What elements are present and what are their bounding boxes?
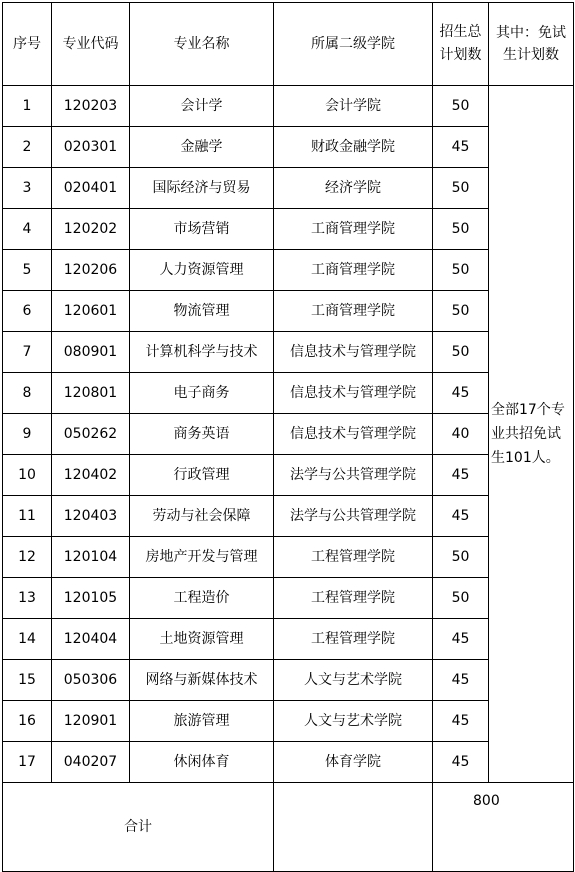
- cell-college: 体育学院: [274, 742, 433, 783]
- cell-quota: 50: [433, 291, 489, 332]
- table-row: [3, 496, 574, 537]
- cell-name: 劳动与社会保障: [130, 496, 274, 537]
- cell-quota: 45: [433, 127, 489, 168]
- cell-name: 商务英语: [130, 414, 274, 455]
- table-row: [3, 414, 574, 455]
- table-row: [3, 373, 574, 414]
- table-row: [3, 332, 574, 373]
- cell-name: 人力资源管理: [130, 250, 274, 291]
- cell-college: 工程管理学院: [274, 619, 433, 660]
- cell-code: 120601: [52, 291, 130, 332]
- cell-quota: 45: [433, 701, 489, 742]
- cell-seq: 5: [3, 250, 52, 291]
- cell-name: 休闲体育: [130, 742, 274, 783]
- cell-code: 120104: [52, 537, 130, 578]
- cell-college: 工商管理学院: [274, 209, 433, 250]
- cell-college: 工商管理学院: [274, 250, 433, 291]
- cell-code: 120901: [52, 701, 130, 742]
- enrollment-plan-table: [2, 2, 574, 872]
- header-seq: 序号: [3, 3, 52, 86]
- cell-quota: 50: [433, 578, 489, 619]
- cell-seq: 15: [3, 660, 52, 701]
- cell-quota: 45: [433, 455, 489, 496]
- cell-name: 物流管理: [130, 291, 274, 332]
- cell-quota: 45: [433, 742, 489, 783]
- cell-code: 120801: [52, 373, 130, 414]
- cell-seq: 6: [3, 291, 52, 332]
- cell-quota: 50: [433, 86, 489, 127]
- cell-college: 人文与艺术学院: [274, 701, 433, 742]
- cell-seq: 8: [3, 373, 52, 414]
- cell-seq: 14: [3, 619, 52, 660]
- cell-college: 信息技术与管理学院: [274, 332, 433, 373]
- cell-code: 120402: [52, 455, 130, 496]
- header-code: 专业代码: [52, 3, 130, 86]
- cell-seq: 9: [3, 414, 52, 455]
- cell-college: 经济学院: [274, 168, 433, 209]
- table-row: [3, 537, 574, 578]
- cell-name: 市场营销: [130, 209, 274, 250]
- cell-code: 120203: [52, 86, 130, 127]
- table-row: [3, 455, 574, 496]
- table-row: [3, 742, 574, 783]
- cell-seq: 11: [3, 496, 52, 537]
- cell-code: 120404: [52, 619, 130, 660]
- cell-college: 工程管理学院: [274, 578, 433, 619]
- cell-college: 财政金融学院: [274, 127, 433, 168]
- cell-seq: 10: [3, 455, 52, 496]
- cell-name: 国际经济与贸易: [130, 168, 274, 209]
- cell-code: 020401: [52, 168, 130, 209]
- cell-code: 120202: [52, 209, 130, 250]
- cell-seq: 4: [3, 209, 52, 250]
- cell-quota: 50: [433, 250, 489, 291]
- table-row: [3, 701, 574, 742]
- total-blank-cell: [274, 783, 433, 872]
- cell-name: 电子商务: [130, 373, 274, 414]
- table-row: [3, 250, 574, 291]
- table-row: [3, 660, 574, 701]
- cell-quota: 50: [433, 537, 489, 578]
- cell-seq: 1: [3, 86, 52, 127]
- cell-college: 法学与公共管理学院: [274, 455, 433, 496]
- table-row: [3, 291, 574, 332]
- cell-code: 120105: [52, 578, 130, 619]
- total-value: 800: [433, 783, 574, 872]
- cell-code: 050306: [52, 660, 130, 701]
- table-row: [3, 127, 574, 168]
- cell-quota: 50: [433, 209, 489, 250]
- cell-quota: 40: [433, 414, 489, 455]
- total-row: [3, 783, 574, 872]
- table-row: [3, 578, 574, 619]
- cell-college: 工商管理学院: [274, 291, 433, 332]
- cell-college: 人文与艺术学院: [274, 660, 433, 701]
- cell-college: 会计学院: [274, 86, 433, 127]
- cell-quota: 45: [433, 496, 489, 537]
- cell-quota: 45: [433, 619, 489, 660]
- cell-name: 旅游管理: [130, 701, 274, 742]
- table-row: [3, 209, 574, 250]
- cell-code: 120403: [52, 496, 130, 537]
- cell-name: 金融学: [130, 127, 274, 168]
- cell-quota: 50: [433, 168, 489, 209]
- cell-seq: 16: [3, 701, 52, 742]
- table-row: [3, 619, 574, 660]
- cell-seq: 7: [3, 332, 52, 373]
- cell-code: 040207: [52, 742, 130, 783]
- cell-college: 工程管理学院: [274, 537, 433, 578]
- cell-name: 房地产开发与管理: [130, 537, 274, 578]
- header-exempt: 其中：免试生计划数: [489, 3, 574, 86]
- cell-code: 020301: [52, 127, 130, 168]
- cell-name: 网络与新媒体技术: [130, 660, 274, 701]
- cell-code: 120206: [52, 250, 130, 291]
- cell-college: 信息技术与管理学院: [274, 414, 433, 455]
- header-college: 所属二级学院: [274, 3, 433, 86]
- total-label: 合计: [3, 783, 274, 872]
- cell-code: 050262: [52, 414, 130, 455]
- cell-seq: 12: [3, 537, 52, 578]
- cell-college: 信息技术与管理学院: [274, 373, 433, 414]
- cell-seq: 2: [3, 127, 52, 168]
- table-row: [3, 168, 574, 209]
- cell-college: 法学与公共管理学院: [274, 496, 433, 537]
- cell-seq: 17: [3, 742, 52, 783]
- header-name: 专业名称: [130, 3, 274, 86]
- cell-name: 会计学: [130, 86, 274, 127]
- cell-name: 行政管理: [130, 455, 274, 496]
- header-row: [3, 3, 574, 86]
- cell-quota: 50: [433, 332, 489, 373]
- cell-name: 工程造价: [130, 578, 274, 619]
- cell-seq: 13: [3, 578, 52, 619]
- cell-quota: 45: [433, 373, 489, 414]
- header-quota: 招生总计划数: [433, 3, 489, 86]
- cell-name: 土地资源管理: [130, 619, 274, 660]
- cell-name: 计算机科学与技术: [130, 332, 274, 373]
- exempt-note: 全部17个专业共招免试生101人。: [489, 86, 574, 783]
- table-row: [3, 86, 574, 127]
- cell-code: 080901: [52, 332, 130, 373]
- cell-seq: 3: [3, 168, 52, 209]
- cell-quota: 45: [433, 660, 489, 701]
